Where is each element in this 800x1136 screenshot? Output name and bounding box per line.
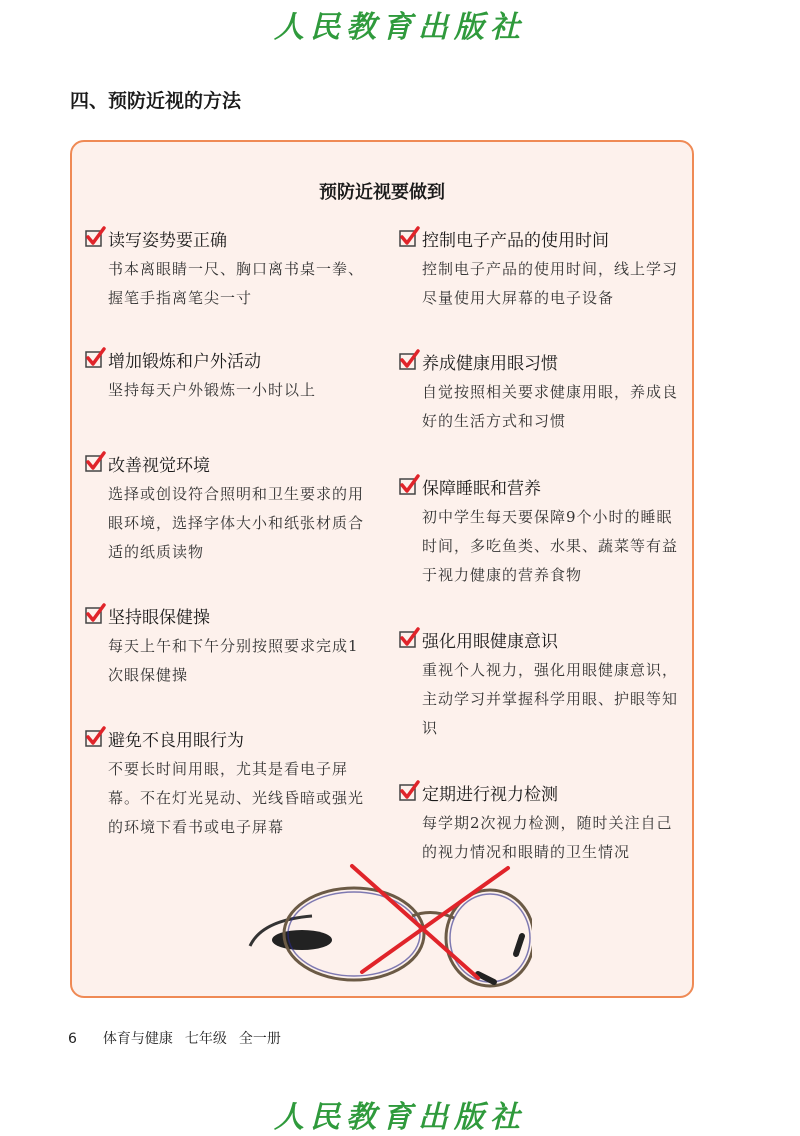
tip-avoid-bad-habits [84, 725, 374, 842]
volume-label: 全一册 [238, 1031, 281, 1047]
check-box-icon [84, 347, 106, 369]
check-box-icon [398, 226, 420, 248]
check-box-icon [84, 226, 106, 248]
tip-body: 自觉按照相关要求健康用眼，养成良好的生活方式和习惯 [422, 383, 679, 430]
tip-body: 坚持每天户外锻炼一小时以上 [108, 381, 317, 399]
tips-box [70, 140, 694, 998]
tip-title: 养成健康用眼习惯 [422, 354, 558, 374]
tip-body: 每学期2次视力检测，随时关注自己的视力情况和眼睛的卫生情况 [422, 814, 673, 861]
tip-screen-time [398, 225, 688, 313]
tip-title: 改善视觉环境 [108, 456, 210, 476]
check-box-icon [84, 451, 106, 473]
tip-body: 每天上午和下午分别按照要求完成1次眼保健操 [108, 637, 359, 684]
tip-exercise [84, 346, 374, 405]
check-box-icon [398, 349, 420, 371]
tip-title: 增加锻炼和户外活动 [108, 352, 261, 372]
tip-title: 强化用眼健康意识 [422, 632, 558, 652]
check-box-icon [84, 603, 106, 625]
tip-body: 不要长时间用眼，尤其是看电子屏幕。不在灯光晃动、光线昏暗或强光的环境下看书或电子屏幕 [108, 760, 365, 836]
tip-body: 初中学生每天要保障9个小时的睡眠时间，多吃鱼类、水果、蔬菜等有益于视力健康的营养食物 [422, 508, 679, 584]
box-title: 预防近视要做到 [319, 182, 445, 203]
grade-label: 七年级 [184, 1031, 227, 1047]
tip-body: 重视个人视力，强化用眼健康意识，主动学习并掌握科学用眼、护眼等知识 [422, 661, 679, 737]
tip-reading-posture [84, 225, 374, 313]
publisher-logo-top: 人民教育出版社 [274, 10, 526, 45]
tip-visual-environment [84, 450, 374, 567]
tip-body: 书本离眼睛一尺、胸口离书桌一拳、握笔手指离笔尖一寸 [108, 260, 365, 307]
book-title: 体育与健康 [102, 1031, 173, 1047]
tip-title: 避免不良用眼行为 [108, 731, 244, 751]
check-box-icon [398, 627, 420, 649]
publisher-logo-bottom: 人民教育出版社 [274, 1100, 526, 1135]
tip-body: 控制电子产品的使用时间，线上学习尽量使用大屏幕的电子设备 [422, 260, 679, 307]
tip-title: 坚持眼保健操 [108, 608, 210, 628]
check-box-icon [398, 474, 420, 496]
check-box-icon [398, 780, 420, 802]
section-heading: 四、预防近视的方法 [70, 90, 242, 112]
tip-vision-checks [398, 779, 688, 867]
page-footer [68, 1028, 281, 1048]
tip-title: 保障睡眠和营养 [422, 479, 541, 499]
tip-eye-health-awareness [398, 626, 688, 743]
tip-healthy-habits [398, 348, 688, 436]
tip-eye-exercises [84, 602, 374, 690]
tip-sleep-nutrition [398, 473, 688, 590]
tip-title: 定期进行视力检测 [422, 785, 558, 805]
tip-body: 选择或创设符合照明和卫生要求的用眼环境，选择字体大小和纸张材质合适的纸质读物 [108, 485, 365, 561]
check-box-icon [84, 726, 106, 748]
tip-title: 读写姿势要正确 [108, 231, 227, 251]
cross-mark-icon [352, 866, 508, 978]
page-number: 6 [68, 1031, 77, 1047]
crossed-glasses-illustration [242, 858, 532, 988]
tip-title: 控制电子产品的使用时间 [422, 231, 609, 251]
